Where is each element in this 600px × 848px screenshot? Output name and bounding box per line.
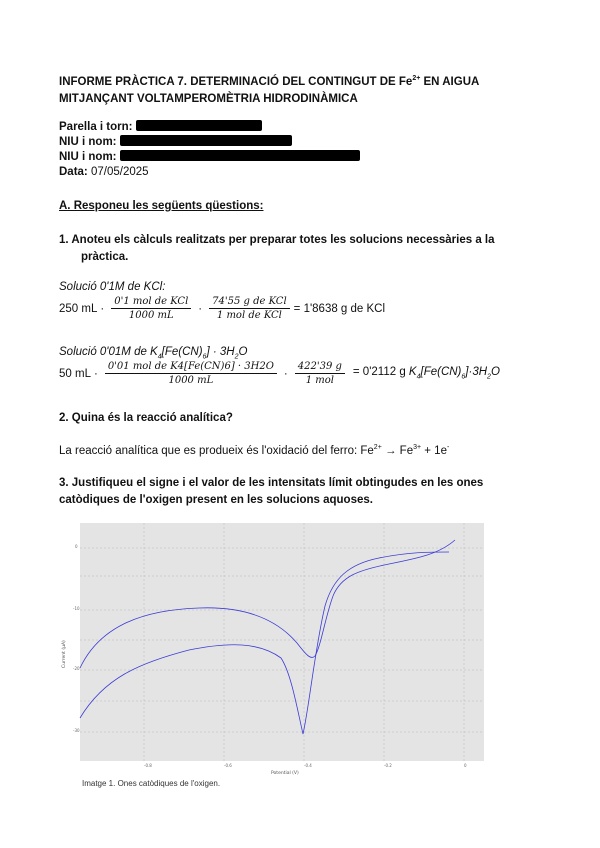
svg-text:-20: -20 <box>73 666 80 671</box>
svg-text:-30: -30 <box>73 728 80 733</box>
date-value: 07/05/2025 <box>90 166 149 178</box>
fraction: $\frac{\text{0'1 mol de KCl}}{1000 mL}$ <box>111 296 191 321</box>
ferro-result: = 0'2112 g $K_4[Fe(CN)_6]\cdot 3H_2O$ <box>352 366 500 381</box>
svg-text:-10: -10 <box>73 606 80 611</box>
y-axis-label: Current (µA) <box>62 640 67 668</box>
question-1: 1. Anoteu els càlculs realitzats per preparar totes les solucions necessàries a la pràctica. <box>59 234 495 263</box>
ferro-heading: Solució 0'01M de $K_4[Fe(CN)_6] \cdot 3H_2O$ <box>59 346 248 361</box>
plot-area <box>80 523 484 761</box>
fraction: $\frac{422'39 g}{\text{1 mol}}$ <box>295 361 345 386</box>
niu-row-1: NIU i nom: <box>59 135 360 150</box>
redaction-block <box>136 120 262 131</box>
figure-caption: Imatge 1. Ones catòdiques de l'oxigen. <box>82 779 221 788</box>
svg-text:-0.2: -0.2 <box>384 763 392 768</box>
report-title: INFORME PRÀCTICA 7. DETERMINACIÓ DEL CONTINGUT DE $Fe^{2+}$ EN AIGUA MITJANÇANT VOLTAMPEROMÈTRIA HIDRODINÀMICA <box>59 75 480 105</box>
question-2-answer: La reacció analítica que es produeix és l'oxidació del ferro: $Fe^{2+} \to Fe^{3+} + 1e^-$ <box>59 444 450 457</box>
ferro-calculation: 50 mL · $\frac{\text{0'01 mol de K4[Fe(CN)6] · 3H2O}}{1000 mL}$ · $\frac{422'39 g}{\text{1 mol}}$ = 0'2112 g $K_4[Fe(CN)_6]\cdot 3H_2O$ <box>59 361 500 386</box>
svg-text:0: 0 <box>464 763 467 768</box>
kcl-calculation: 250 mL · $\frac{\text{0'1 mol de KCl}}{1000 mL}$ · $\frac{\text{74'55 g de KCl}}{\text{1 mol de KCl}}$ = 1'8638 g de KCl <box>59 296 386 321</box>
question-3: 3. Justifiqueu el signe i el valor de les intensitats límit obtingudes en les ones catòdiques de l'oxigen present en les solucions aquoses. <box>59 477 484 506</box>
niu-row-2: NIU i nom: <box>59 150 360 165</box>
section-a-heading: A. Responeu les següents qüestions: <box>59 200 264 212</box>
student-info <box>59 120 360 180</box>
svg-text:0: 0 <box>75 544 78 549</box>
kcl-heading: Solució 0'1M de KCl: <box>59 281 166 293</box>
fraction: $\frac{\text{74'55 g de KCl}}{\text{1 mol de KCl}}$ <box>209 296 290 321</box>
date-row: Data: 07/05/2025 <box>59 166 149 178</box>
fraction: $\frac{\text{0'01 mol de K4[Fe(CN)6] · 3H2O}}{1000 mL}$ <box>105 361 277 386</box>
x-axis-label: Potential (V) <box>271 771 299 776</box>
question-2-heading: 2. Quina és la reacció analítica? <box>59 412 233 424</box>
svg-text:-0.4: -0.4 <box>304 763 312 768</box>
svg-text:-0.8: -0.8 <box>144 763 152 768</box>
redaction-block <box>120 150 360 161</box>
parella-row: Parella i torn: <box>59 120 360 135</box>
svg-text:-0.6: -0.6 <box>224 763 232 768</box>
redaction-block <box>120 135 292 146</box>
voltammogram-figure <box>59 518 487 778</box>
